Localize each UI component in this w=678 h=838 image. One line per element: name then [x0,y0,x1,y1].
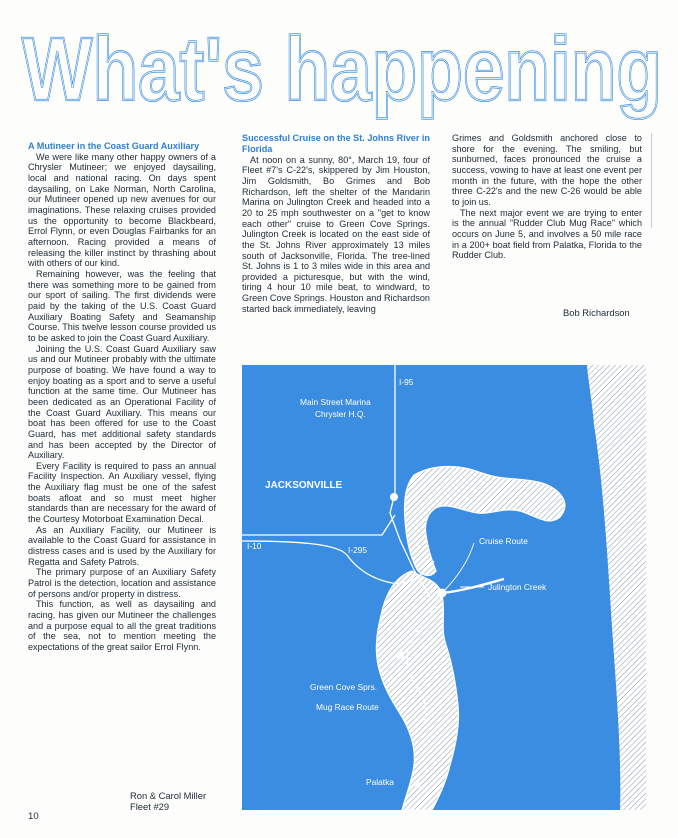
byline-richardson: Bob Richardson [563,307,630,318]
map-label-jacksonville: JACKSONVILLE [265,480,343,491]
article-headline: Successful Cruise on the St. Johns River in Florida [242,133,430,154]
map-label-marina: Main Street Marina [300,397,371,407]
map-label-i95: I-95 [399,377,414,387]
paragraph: This function, as well as daysailing and racing, has given our Mutineer the challenges and a purpose equal to all the great traditions of the sea, not to mention meeting the expectations of the great sailor Errol Flynn. [28,599,216,652]
paragraph: Joining the U.S. Coast Guard Auxiliary saw us and our Mutineer probably with the ultimate purpose of boating. We have found a way to enjoy boating as a sport and to serve a useful function at the same time. Our Mutineer has been dedicated as an Operational Facility of the Coast Guard Auxiliary. This means our boat has been offered for use to the Coast Guard, has met additional safety standards and has been accepted by the Director of Auxiliary. [28,343,216,461]
map-label-green-cove: Green Cove Sprs. [310,682,378,692]
map-label-cruise-route: Cruise Route [479,536,528,546]
map-label-mug-route: Mug Race Route [316,702,379,712]
banner-title: What's happening [22,20,662,120]
paragraph: Every Facility is required to pass an annual Facility Inspection. An Auxiliary vessel, flying the Auxiliary flag must be one of the safest boats afloat and so must meet higher standards than are necessary for the award of the Courtesy Motorboat Examination Decal. [28,460,216,525]
paragraph: As an Auxiliary Facility, our Mutineer is available to the Coast Guard for assistance in distress cases and is used by the Auxiliary for Regatta and Safety Patrols. [28,524,216,567]
st-johns-river-map [242,365,646,810]
article-mutineer [28,141,216,653]
author-fleet: Fleet #29 [130,801,170,812]
article-st-johns-cruise-continued [452,133,642,261]
paragraph: We were like many other happy owners of a Chrysler Mutineer; we enjoyed daysailing, local and national racing. On days spent daysailing, on Lake Norman, North Carolina, our Mutineer opened up new avenues for our imaginations. These relaxing cruises provided us the opportunity to become Blackbeard, Errol Flynn, or even Douglas Fairbanks for an afternoon. Racing provided a means of releasing the killer instinct by thrashing about with others of our kind. [28,151,216,269]
map-label-julington: Julington Creek [488,582,547,592]
map-marker-julington [438,589,447,598]
article-headline: A Mutineer in the Coast Guard Auxiliary [28,141,200,151]
byline-miller [130,790,206,812]
svg-text:What's happening: What's happening [22,20,662,120]
map-label-chrysler: Chrysler H.Q. [315,409,366,419]
author-name: Ron & Carol Miller [130,790,207,801]
column-rule [651,133,652,228]
paragraph: Remaining however, was the feeling that there was something more to be gained from our sport of sailing. The first dividends were paid by the taking of the U.S. Coast Guard Auxiliary Boating Safety and Seamanship Course. This twelve lesson course provided us to be asked to join the Coast Guard Auxiliary. [28,269,216,343]
paragraph: At noon on a sunny, 80°, March 19, four of Fleet #7's C-22's, skippered by Jim Houston, Jim Goldsmith, Bo Grimes and Bob Richardson, left the shelter of the Mandarin Marina on Julington Creek and headed into a 20 to 25 mph southwester on a "get to know each other" cruise to Green Cove Springs. Julington Creek is located on the east side of the St. Johns River approximately 13 miles south of Jacksonville, Florida. The tree-lined St. Johns is 1 to 3 miles wide in this area and provided a picturesque, but with the wind, tiring 4 hour 10 mile beat, to windward, to Green Cove Springs. Houston and Richardson started back immediately, leaving [242,154,430,314]
paragraph: The primary purpose of an Auxiliary Safety Patrol is the detection, location and assistance of persons and/or property in distress. [28,567,216,599]
article-st-johns-cruise [242,133,430,314]
map-label-palatka: Palatka [366,777,394,787]
page-number: 10 [28,811,39,822]
paragraph: The next major event we are trying to enter is the annual "Rudder Club Mug Race" which occurs on June 5, and involves a 50 mile race in a 200+ boat field from Palatka, Florida to the Rudder Club. [452,207,642,261]
map-marker-green-cove [396,651,404,659]
page-banner [0,0,678,120]
map-marker-marina [390,493,398,501]
map-label-i295: I-295 [348,545,368,555]
paragraph: Grimes and Goldsmith anchored close to shore for the evening. The smiling, but sunburned, faces pronounced the cruise a success, vowing to have at least one event per month in the future, with the hope the other three C-22's and the new C-26 would be able to join us. [452,133,642,207]
map-label-i10: I-10 [247,541,262,551]
map-marker-palatka [415,782,421,788]
